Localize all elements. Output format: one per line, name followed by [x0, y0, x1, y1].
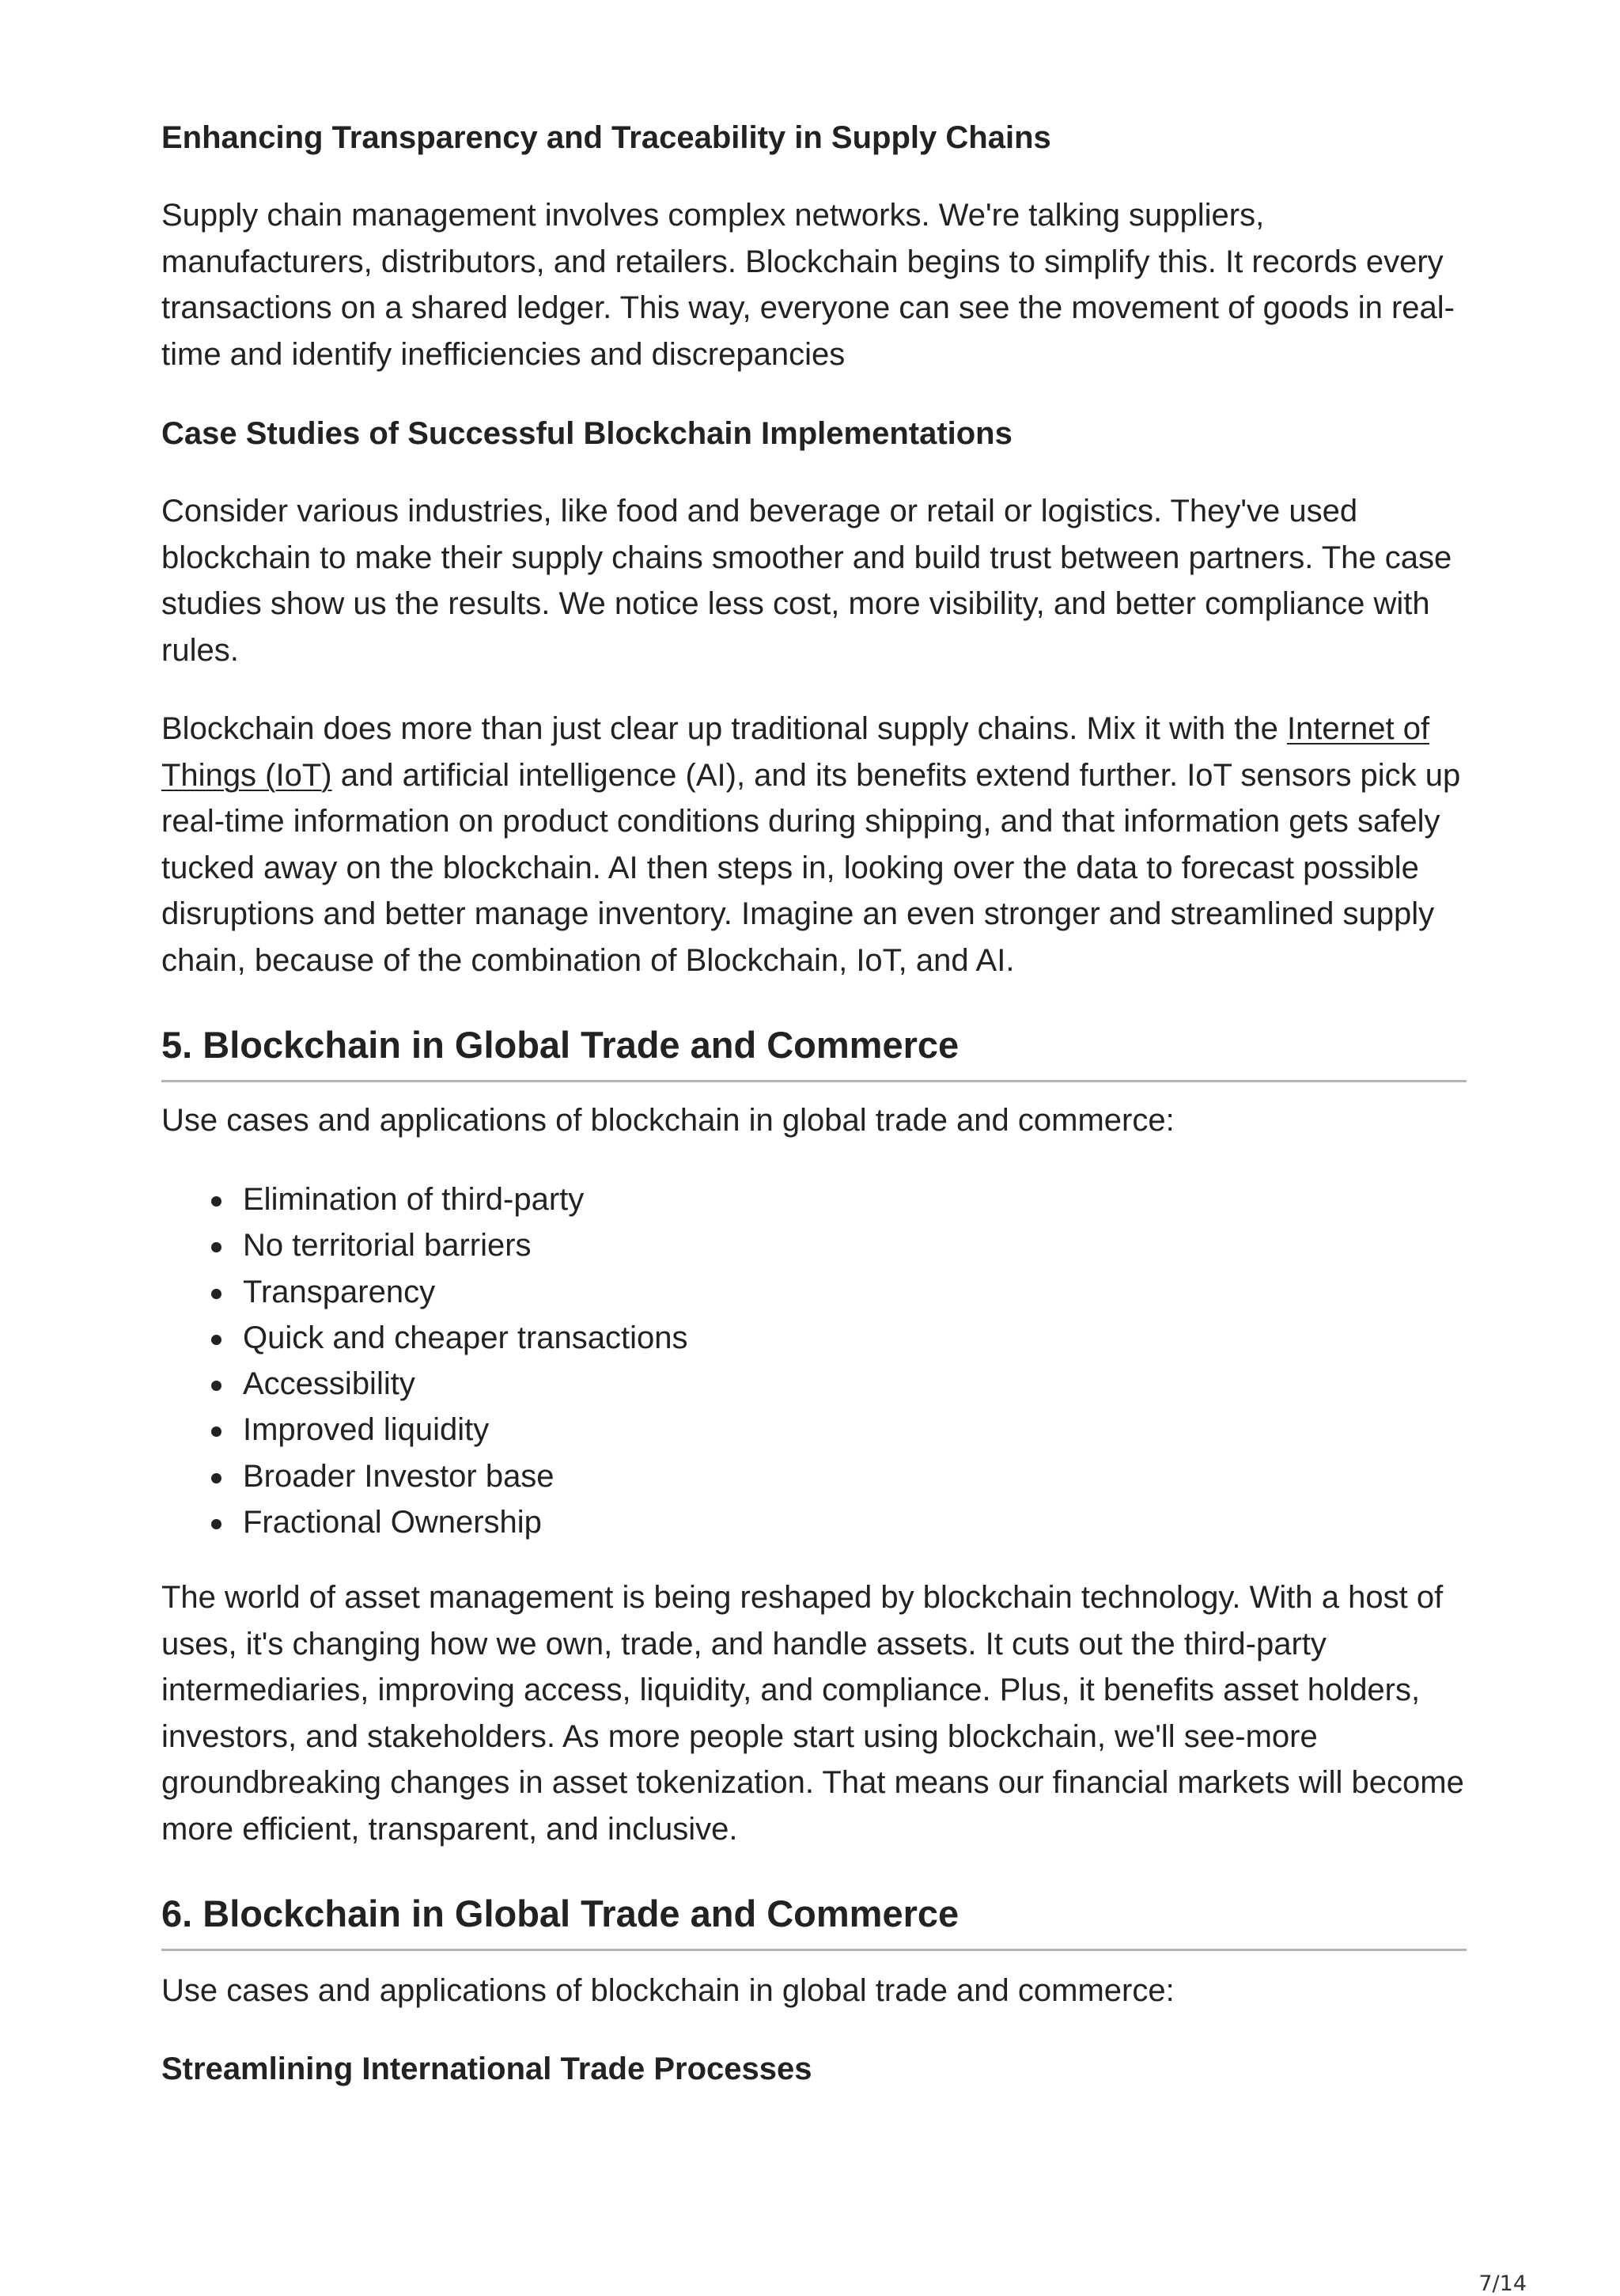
heading-section-6: 6. Blockchain in Global Trade and Commerce — [161, 1890, 1467, 1951]
use-cases-list — [161, 1176, 1467, 1545]
list-item-label: Fractional Ownership — [243, 1505, 542, 1540]
list-item-label: Elimination of third-party — [243, 1182, 585, 1217]
heading-case-studies: Case Studies of Successful Blockchain Implementations — [161, 416, 1012, 451]
paragraph-section-5-intro: Use cases and applications of blockchain in global trade and commerce: — [161, 1103, 1175, 1138]
paragraph-iot-ai-text-start: Blockchain does more than just clear up traditional supply chains. Mix it with the — [161, 711, 1287, 746]
bullet-dot-icon — [211, 1519, 221, 1529]
paragraph-section-6-intro: Use cases and applications of blockchain in global trade and commerce: — [161, 1973, 1175, 2008]
list-item — [161, 1176, 1467, 1222]
heading-streamlining-trade: Streamlining International Trade Processes — [161, 2052, 812, 2086]
list-item-label: Improved liquidity — [243, 1412, 490, 1448]
paragraph-asset-management: The world of asset management is being reshaped by blockchain technology. With a host of uses, it's changing how we own, trade, and handle assets. It cuts out the third-party intermediaries, improving access, liquidity, and compliance. Plus, it benefits asset holders, investors, and stakeholders. As more people start using blockchain, we'll see-more groundbreaking changes in asset tokenization. That means our financial markets will become more efficient, transparent, and inclusive. — [161, 1580, 1464, 1847]
bullet-dot-icon — [211, 1426, 221, 1437]
list-item-label: Broader Investor base — [243, 1458, 555, 1494]
list-item-label: Transparency — [243, 1274, 436, 1309]
list-item-label: No territorial barriers — [243, 1228, 532, 1264]
list-item — [161, 1222, 1467, 1268]
bullet-dot-icon — [211, 1381, 221, 1391]
paragraph-supply-chain: Supply chain management involves complex networks. We're talking suppliers, manufacturers, distributors, and retailers. Blockchain begins to simplify this. It records every transactions on a shared ledger. This way, everyone can see the movement of goods in real-time and identify inefficiencies and discrepancies — [161, 198, 1455, 372]
paragraph-iot-ai — [161, 706, 1467, 983]
list-item-label: Accessibility — [243, 1366, 415, 1402]
list-item-label: Quick and cheaper transactions — [243, 1320, 688, 1355]
internet-of-things-link[interactable]: Internet of Things (IoT) — [161, 711, 1430, 793]
bullet-dot-icon — [211, 1289, 221, 1299]
list-item — [161, 1499, 1467, 1545]
bullet-dot-icon — [211, 1196, 221, 1207]
paragraph-iot-ai-text-end: and artificial intelligence (AI), and its benefits extend further. IoT sensors pick up real-time information on product conditions during shipping, and that information gets safely tucked away on the blockchain. AI then steps in, looking over the data to forecast possible disruptions and better manage inventory. Imagine an even stronger and streamlined supply chain, because of the combination of Blockchain, IoT, and AI. — [161, 757, 1461, 978]
heading-section-5: 5. Blockchain in Global Trade and Commerce — [161, 1021, 1467, 1082]
bullet-dot-icon — [211, 1242, 221, 1252]
list-item — [161, 1453, 1467, 1499]
bullet-dot-icon — [211, 1335, 221, 1345]
bullet-dot-icon — [211, 1473, 221, 1483]
list-item — [161, 1269, 1467, 1315]
list-item — [161, 1315, 1467, 1361]
page-number: 7/14 — [1478, 2271, 1527, 2296]
list-item — [161, 1407, 1467, 1453]
paragraph-consider-industries: Consider various industries, like food and beverage or retail or logistics. They've used blockchain to make their supply chains smoother and build trust between partners. The case studies show us the results. We notice less cost, more visibility, and better compliance with rules. — [161, 494, 1452, 668]
heading-transparency-traceability: Enhancing Transparency and Traceability in Supply Chains — [161, 120, 1051, 155]
list-item — [161, 1361, 1467, 1407]
